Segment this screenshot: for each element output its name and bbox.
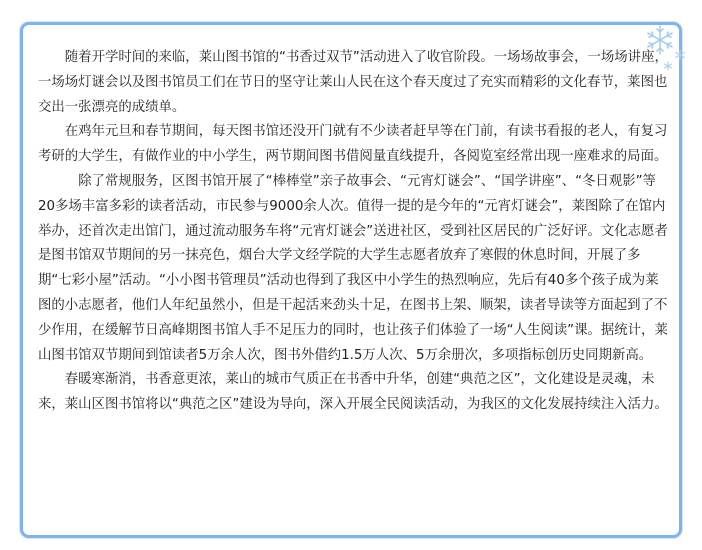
paragraph-1: 随着开学时间的来临，莱山图书馆的“书香过双节”活动进入了收官阶段。一场场故事会，一场场讲座，一场场灯谜会以及图书馆员工们在节日的坚守让莱山人民在这个春天度过了充实而精彩的文化春节，莱图也交出一张漂亮的成绩单。 (38, 50, 668, 115)
paragraph-4: 春暖寒渐消，书香意更浓，莱山的城市气质正在书香中升华，创建“典范之区”，文化建设是灵魂，未来，莱山区图书馆将以“典范之区”建设为导向，深入开展全民阅读活动，为我区的文化发展持续注入活力。 (38, 372, 668, 413)
article-body (38, 46, 668, 418)
paragraph-2: 在鸡年元旦和春节期间，每天图书馆还没开门就有不少读者赶早等在门前，有读书看报的老人，有复习考研的大学生，有做作业的中小学生，两节期间图书借阅量直线提升，各阅览室经常出现一座难求的局面。 (38, 124, 668, 165)
paragraph-3: 除了常规服务，区图书馆开展了“棒棒堂”亲子故事会、“元宵灯谜会”、“国学讲座”、“冬日观影”等20多场丰富多彩的读者活动，市民参与9000余人次。值得一提的是今年的“元宵灯谜会”，莱图除了在馆内举办，还首次走出馆门，通过流动服务车将“元宵灯谜会”送进社区，受到社区居民的广泛好评。文化志愿者是图书馆双节期间的另一抹亮色，烟台大学文经学院的大学生志愿者放弃了寒假的休息时间，开展了多期“七彩小屋”活动。“小小图书管理员”活动也得到了我区中小学生的热烈响应，先后有40多个孩子成为莱图的小志愿者，他们人年纪虽然小，但是干起活来劲头十足，在图书上架、顺架，读者导读等方面起到了不少作用，在缓解节日高峰期图书馆人手不足压力的同时，也让孩子们体验了一场“人生阅读”课。据统计，莱山图书馆双节期间到馆读者5万余人次，图书外借约1.5万人次、5万余册次，多项指标创历史同期新高。 (38, 173, 668, 363)
